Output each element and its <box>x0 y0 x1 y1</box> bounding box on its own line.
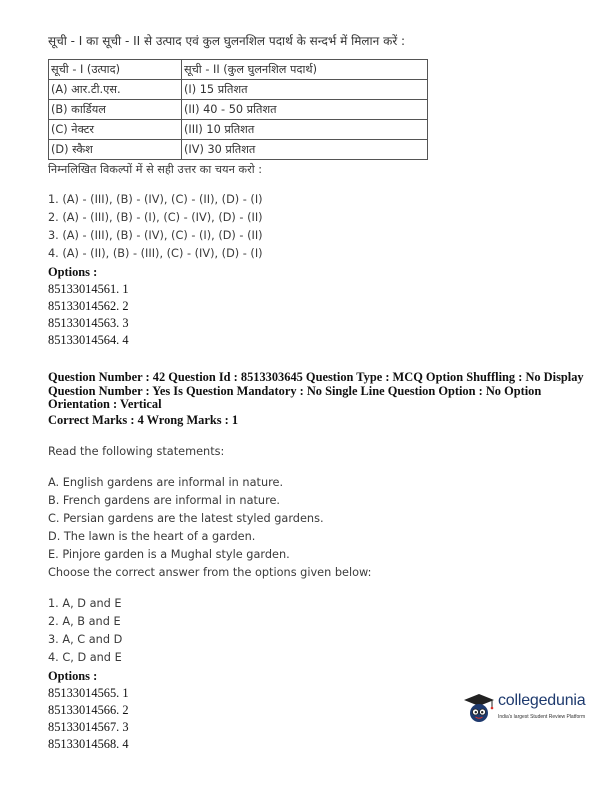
q2-meta-line2: Question Number : Yes Is Question Mandatory : No Single Line Question Option : No Option <box>48 383 542 398</box>
table-cell: (II) 40 - 50 प्रतिशत <box>182 100 428 120</box>
table-cell: (B) कार्डियल <box>49 100 182 120</box>
q2-instruction: Choose the correct answer from the options given below: <box>48 566 372 579</box>
logo-tagline: India's largest Student Review Platform <box>498 714 586 720</box>
table-row <box>49 80 428 100</box>
q2-statement-e: E. Pinjore garden is a Mughal style garden. <box>48 548 290 561</box>
table-cell: (IV) 30 प्रतिशत <box>182 140 428 160</box>
q2-choice-3: 3. A, C and D <box>48 633 123 646</box>
graduation-cap-mascot-icon <box>462 691 496 725</box>
q1-option-2: 85133014562. 2 <box>48 299 129 313</box>
q2-option-4: 85133014568. 4 <box>48 737 129 751</box>
q2-option-2: 85133014566. 2 <box>48 703 129 717</box>
table-cell: (III) 10 प्रतिशत <box>182 120 428 140</box>
table-row <box>49 120 428 140</box>
table-header-list1: सूची - I (उत्पाद) <box>49 60 182 80</box>
q2-statement-b: B. French gardens are informal in nature. <box>48 494 281 507</box>
q2-statement-c: C. Persian gardens are the latest styled gardens. <box>48 512 324 525</box>
q1-instruction: निम्नलिखित विकल्पों में से सही उत्तर का चयन करो : <box>48 163 263 176</box>
table-cell: (D) स्कैश <box>49 140 182 160</box>
collegedunia-logo <box>462 689 602 729</box>
table-cell: (I) 15 प्रतिशत <box>182 80 428 100</box>
table-row <box>49 100 428 120</box>
table-cell: (A) आर.टी.एस. <box>49 80 182 100</box>
q2-statement-a: A. English gardens are informal in nature. <box>48 476 284 489</box>
q1-choice-1: 1. (A) - (III), (B) - (IV), (C) - (II), (D) - (I) <box>48 193 263 206</box>
q2-options-label: Options : <box>48 669 98 683</box>
q2-choice-2: 2. A, B and E <box>48 615 121 628</box>
q1-option-1: 85133014561. 1 <box>48 282 129 296</box>
q1-choice-2: 2. (A) - (III), (B) - (I), (C) - (IV), (D) - (II) <box>48 211 263 224</box>
logo-wordmark: collegedunia <box>498 692 586 709</box>
q1-options-label: Options : <box>48 265 98 279</box>
q1-choice-4: 4. (A) - (II), (B) - (III), (C) - (IV), (D) - (I) <box>48 247 263 260</box>
q2-prompt: Read the following statements: <box>48 445 225 458</box>
table-row <box>49 140 428 160</box>
q1-option-3: 85133014563. 3 <box>48 316 129 330</box>
table-cell: (C) नेक्टर <box>49 120 182 140</box>
table-header-list2: सूची - II (कुल घुलनशिल पदार्थ) <box>182 60 428 80</box>
q2-meta <box>48 371 588 412</box>
match-table <box>48 59 428 160</box>
q1-title: सूची - I का सूची - II से उत्पाद एवं कुल घुलनशिल पदार्थ के सन्दर्भ में मिलान करें : <box>48 34 406 48</box>
q1-choice-3: 3. (A) - (III), (B) - (IV), (C) - (I), (D) - (II) <box>48 229 263 242</box>
table-header-row <box>49 60 428 80</box>
q1-option-4: 85133014564. 4 <box>48 333 129 347</box>
q2-choice-1: 1. A, D and E <box>48 597 122 610</box>
q2-meta-line1: Question Number : 42 Question Id : 8513303645 Question Type : MCQ Option Shuffling : No Display <box>48 370 584 384</box>
q2-meta-line3: Orientation : Vertical <box>48 397 162 411</box>
q2-option-3: 85133014567. 3 <box>48 720 129 734</box>
q2-choice-4: 4. C, D and E <box>48 651 122 664</box>
q2-option-1: 85133014565. 1 <box>48 686 129 700</box>
q2-marks: Correct Marks : 4 Wrong Marks : 1 <box>48 413 239 427</box>
q2-statement-d: D. The lawn is the heart of a garden. <box>48 530 256 543</box>
